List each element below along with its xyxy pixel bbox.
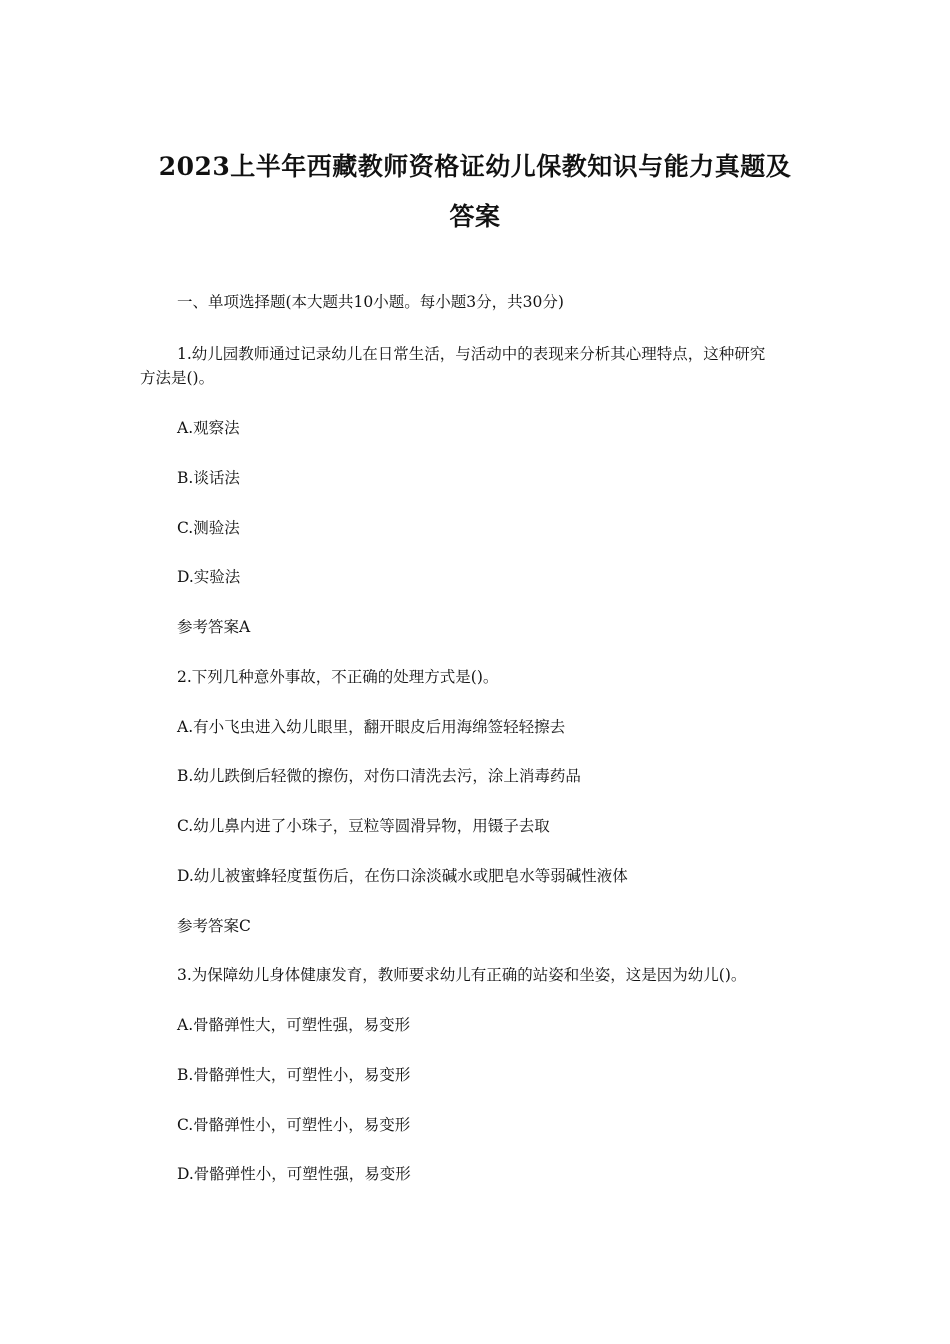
question-1-option-b: B.谈话法 — [177, 469, 240, 487]
question-1-answer: 参考答案A — [177, 618, 251, 636]
question-1-option-c: C.测验法 — [177, 519, 240, 537]
section-heading: 一、单项选择题(本大题共10小题。每小题3分，共30分) — [177, 293, 564, 311]
question-1-option-d: D.实验法 — [177, 568, 241, 586]
document-title-line-2: 答案 — [449, 202, 501, 231]
document-title-line-1: 2023上半年西藏教师资格证幼儿保教知识与能力真题及 — [158, 152, 792, 181]
question-2-stem: 2.下列几种意外事故，不正确的处理方式是()。 — [177, 668, 499, 686]
question-3-stem: 3.为保障幼儿身体健康发育，教师要求幼儿有正确的站姿和坐姿，这是因为幼儿()。 — [177, 966, 747, 984]
question-2-option-c: C.幼儿鼻内进了小珠子，豆粒等圆滑异物，用镊子去取 — [177, 817, 550, 835]
question-2-option-a: A.有小飞虫进入幼儿眼里，翻开眼皮后用海绵签轻轻擦去 — [177, 718, 566, 736]
question-3-option-a: A.骨骼弹性大，可塑性强，易变形 — [177, 1016, 411, 1034]
question-1-stem-continued: 方法是()。 — [140, 369, 215, 387]
question-1-option-a: A.观察法 — [177, 419, 240, 437]
question-2-option-b: B.幼儿跌倒后轻微的擦伤，对伤口清洗去污，涂上消毒药品 — [177, 767, 581, 785]
question-3-option-d: D.骨骼弹性小，可塑性强，易变形 — [177, 1165, 411, 1183]
question-1-stem: 1.幼儿园教师通过记录幼儿在日常生活，与活动中的表现来分析其心理特点，这种研究 — [177, 345, 766, 363]
question-2-option-d: D.幼儿被蜜蜂轻度蜇伤后，在伤口涂淡碱水或肥皂水等弱碱性液体 — [177, 867, 628, 885]
question-3-option-c: C.骨骼弹性小，可塑性小，易变形 — [177, 1116, 411, 1134]
question-3-option-b: B.骨骼弹性大，可塑性小，易变形 — [177, 1066, 411, 1084]
question-2-answer: 参考答案C — [177, 917, 251, 935]
